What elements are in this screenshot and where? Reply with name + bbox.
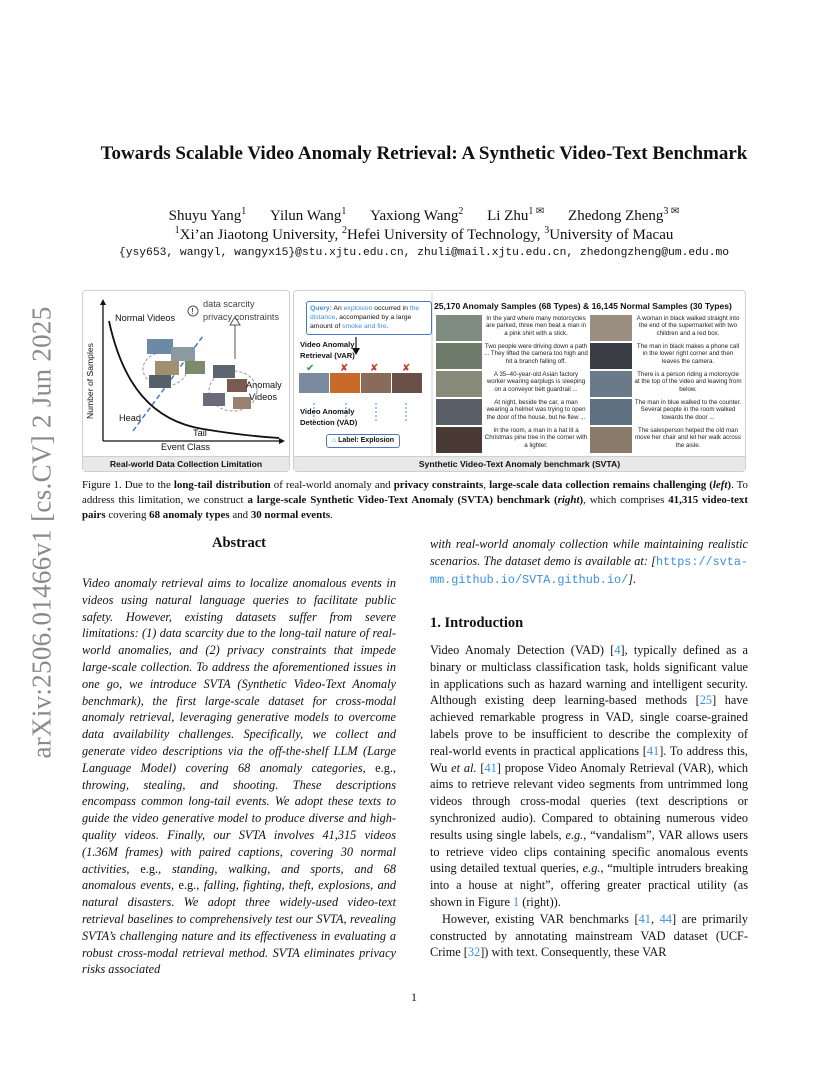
tail-label: Tail [193,428,207,438]
intro-paragraph: Video Anomaly Detection (VAD) [4], typically defined as a binary or multiclass classification task, holds significant value in applications such as hazard warning and intelligent security. Although existing deep learning-based methods [25] have achieved remarkable progress in VAD, single coarse-grained labels prove to be insufficient to describe the complexity of real-world events in practical applications [41]. To address this, Wu et al. [41] propose Video Anomaly Retrieval (VAR), which aims to retrieve relevant video segments from untrimmed long videos through cross-modal queries (text descriptions or synchronized audio). Compared to obtaining numerous video results using single labels, e.g., “vandalism”, VAR allows users to retrieve video clips containing specific anomalous events using detailed textual queries, e.g., “multiple intruders breaking into a house at night”, offering greater practical utility (as shown in Figure 1 (right)). [430,643,748,909]
svg-text:✘: ✘ [402,363,411,374]
right-panel-footer: Synthetic Video-Text Anomaly benchmark (SVTA) [294,456,745,471]
vad-label-2: Detection (VAD) [300,418,358,427]
abstract-heading: Abstract [212,535,266,551]
citation-link[interactable]: 4 [614,643,621,657]
svg-text:!: ! [191,307,194,316]
author-emails: {ysy653, wangyl, wangyx15}@stu.xjtu.edu.cn, zhuli@mail.xjtu.edu.cn, zhedongzheng@um.edu.mo [118,247,730,259]
normal-caption: The salesperson helped the old man move her chair and let her walk across the aisle. [635,427,741,449]
vad-label-1: Video Anomaly [300,407,355,416]
author: Yilun Wang$^1$ [269,206,347,224]
figure-left-panel [82,290,290,472]
page-number: 1 [411,990,417,1004]
paper-title: Towards Scalable Video Anomaly Retrieval: A Synthetic Video-Text Benchmark [100,143,748,164]
query-box: Query: An explosion occurred in the distance, accompanied by a large amount of smoke and fire. [306,301,432,335]
normal-caption: A woman in black walked straight into the end of the supermarket with two children and a red box. [636,315,740,337]
introduction-body [430,642,748,961]
abstract-continued: with real-world anomaly collection while maintaining realistic scenarios. The dataset demo is available at: [https://svta-mm.github.io/SVTA.github.io/]. [430,537,748,587]
anomaly-caption: In the yard where many motorcycles are parked, three men beat a man in a pink shirt with a stick. [485,315,587,337]
author: Li Zhu$^{1 ✉}$ [487,206,545,224]
figure-right-panel [293,290,746,472]
svg-text:✘: ✘ [370,363,379,374]
author: Shuyu Yang$^1$ [168,206,247,224]
citation-link[interactable]: 44 [659,911,672,926]
normal-videos-label: Normal Videos [115,313,176,323]
author: Yaxiong Wang$^2$ [370,206,464,224]
x-axis-label: Event Class [161,442,211,452]
var-label-1: Video Anomaly [300,340,355,349]
citation-link[interactable]: 41 [646,743,660,758]
data-scarcity-label: data scarcity [203,299,255,309]
samples-title: 25,170 Anomaly Samples (68 Types) & 16,145 Normal Samples (30 Types) [434,301,732,311]
introduction-heading: 1. Introduction [430,615,524,631]
anomaly-videos-label-1: Anomaly [246,380,282,390]
figure-link[interactable]: 1 [513,894,520,909]
svg-text:✘: ✘ [340,363,349,374]
var-label-2: Retrieval (VAR) [300,351,355,360]
privacy-label: privacy constraints [203,312,280,322]
dataset-link[interactable]: https://svta-mm.github.io/SVTA.github.io/ [430,554,748,587]
normal-caption: The man in blue walked to the counter. Several people in the room walked towards the door ... [634,399,742,421]
figure-caption: Figure 1. Due to the long-tail distribution of real-world anomaly and privacy constraints, large-scale data collection remains challenging (left). To address this limitation, we construct a large-scale Synthetic Video-Text Anomaly (SVTA) benchmark (right), which comprises 41,315 video-text pairs covering 68 anomaly types and 30 normal events. [82,479,749,521]
anomaly-caption: Two people were driving down a path ... They lifted the camera too high and hit a branch falling off. [484,343,588,365]
normal-caption: The man in black makes a phone call in the lower right corner and then leaves the camera. [636,343,740,365]
citation-link[interactable]: 41 [484,760,497,775]
arxiv-id: arXiv:2506.01466v1 [cs.CV] 2 Jun 2025 [26,306,57,759]
anomaly-videos-label-2: Videos [249,392,277,402]
citation-link[interactable]: 25 [699,693,713,708]
anomaly-caption: At night, beside the car, a man wearing a helmet was trying to open the door of the house, but he flew ... [486,399,586,421]
author-list [60,206,788,225]
label-chip: ⌂ Label: Explosion [326,434,400,448]
citation-link[interactable]: 32 [467,945,481,960]
left-panel-footer: Real-world Data Collection Limitation [83,456,289,471]
arxiv-stamp [22,300,62,765]
intro-paragraph: However, existing VAR benchmarks [41, 44] are primarily constructed by annotating mainstream VAD dataset (UCF-Crime [32]) with text. Consequently, these VAR [430,911,748,960]
svg-text:✔: ✔ [306,363,315,374]
abstract-body: Video anomaly retrieval aims to localize anomalous events in videos using natural language queries to facilitate public safety. However, existing datasets suffer from severe limitations: (1) data scarcity due to the long-tail nature of real-world anomalies, and (2) privacy constraints that impede large-scale collection. To address the aforementioned issues in one go, we introduce SVTA (Synthetic Video-Text Anomaly benchmark), the first large-scale dataset for cross-modal anomaly retrieval, leveraging generative models to overcome data availability challenges. Specifically, we collect and generate video descriptions via the off-the-shelf LLM (Large Language Model) covering 68 anomaly categories, e.g., throwing, stealing, and shooting. These descriptions encompass common long-tail events. We adopt these texts to guide the video generative model to produce diverse and high-quality videos. Finally, our SVTA involves 41,315 videos (1.36M frames) with paired captions, covering 30 normal activities, e.g., standing, walking, and sports, and 68 anomalous events, e.g., falling, fighting, theft, explosions, and natural disasters. We adopt three widely-used video-text retrieval baselines to comprehensively test our SVTA, revealing SVTA’s challenging nature and its effectiveness in evaluating a robust cross-modal retrieval method. SVTA eliminates privacy risks associated [82,576,397,977]
author: Zhedong Zheng$^{3 ✉}$ [568,206,680,224]
anomaly-caption: In the room, a man in a hat lit a Christmas pine tree in the corner with a lighter. [484,427,588,449]
anomaly-caption: A 35–40-year-old Asian factory worker wearing earplugs is sleeping on a conveyor belt guardrail ... [486,371,586,393]
citation-link[interactable]: 41 [638,911,651,926]
affiliations: $^1$Xi’an Jiaotong University, $^2$Hefei University of Technology, $^3$University of Macau [174,225,674,243]
tag-icon: ⌂ [331,437,339,444]
normal-caption: There is a person riding a motorcycle at the top of the video and leaving from below. [634,371,742,393]
y-axis-label: Number of Samples [85,343,95,419]
head-label: Head [119,413,141,423]
